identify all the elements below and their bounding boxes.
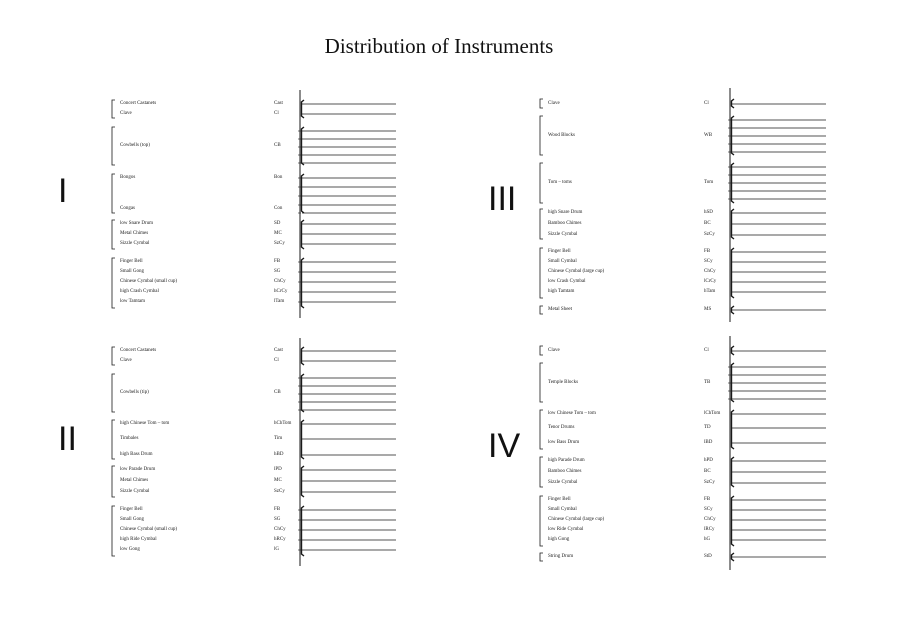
instrument-name: Sizzle Cymbal: [548, 480, 578, 485]
instrument-abbreviation: lG: [274, 547, 279, 552]
group-bracket: [540, 306, 543, 314]
instrument-abbreviation: SG: [274, 517, 281, 522]
group-bracket: [112, 127, 115, 165]
group-bracket: [112, 174, 115, 213]
instrument-abbreviation: WB: [704, 132, 713, 138]
instrument-abbreviation: hSD: [704, 210, 713, 215]
group-bracket: [540, 553, 543, 561]
instrument-abbreviation: Cast: [274, 101, 283, 106]
group-bracket: [540, 496, 543, 546]
instrument-name: Metal Chimes: [120, 478, 149, 483]
instrument-name: Concert Castanets: [120, 101, 157, 106]
instrument-abbreviation: hCrCy: [274, 289, 288, 294]
staff-bracket: [732, 346, 735, 355]
instrument-abbreviation: BC: [704, 221, 711, 226]
group-bracket: [112, 374, 115, 412]
group-bracket: [540, 410, 543, 449]
instrument-name: high Snare Drum: [548, 210, 583, 215]
instrument-abbreviation: BC: [704, 469, 711, 474]
staff-bracket: [732, 496, 735, 546]
instrument-abbreviation: lPD: [274, 467, 282, 472]
instrument-name: low Parade Drum: [120, 467, 156, 472]
staff-bracket: [302, 127, 305, 165]
staff-bracket: [302, 258, 305, 308]
instrument-name: Small Cymbal: [548, 507, 577, 512]
section-numeral: III: [488, 180, 517, 218]
instrument-abbreviation: ChCy: [274, 527, 286, 532]
instrument-abbreviation: Tim: [274, 436, 283, 441]
group-bracket: [540, 163, 543, 203]
group-bracket: [112, 420, 115, 459]
instrument-name: Cowbells (tip): [120, 390, 149, 395]
instrument-abbreviation: SzCy: [704, 480, 715, 485]
instrument-abbreviation: Con: [274, 206, 283, 211]
instrument-name: Clave: [120, 358, 132, 363]
instrument-abbreviation: Tom: [704, 180, 714, 185]
instrument-abbreviation: MS: [704, 307, 712, 312]
instrument-abbreviation: Bon: [274, 175, 283, 180]
group-bracket: [540, 248, 543, 298]
staff-bracket: [302, 174, 305, 213]
section-numeral: II: [58, 420, 77, 458]
section-numeral: I: [58, 172, 68, 210]
instrument-abbreviation: SzCy: [274, 489, 285, 494]
instrument-abbreviation: SzCy: [704, 232, 715, 237]
instrument-name: Chinese Cymbal (small cup): [120, 279, 178, 284]
instrument-abbreviation: hG: [704, 537, 711, 542]
instrument-abbreviation: lCrCy: [704, 279, 717, 284]
group-bracket: [540, 346, 543, 355]
instrument-abbreviation: lTam: [274, 299, 285, 304]
instrument-name: Finger Bell: [548, 249, 571, 254]
staff-bracket: [302, 347, 305, 365]
instrument-abbreviation: ChCy: [704, 269, 716, 274]
staff-bracket: [302, 420, 305, 459]
instrument-name: Metal Chimes: [120, 231, 149, 236]
staff-bracket: [302, 374, 305, 412]
instrument-abbreviation: SzCy: [274, 241, 285, 246]
instrument-name: low Chinese Tom – tom: [548, 411, 596, 416]
instrument-name: Sizzle Cymbal: [120, 489, 150, 494]
group-bracket: [540, 116, 543, 155]
instrument-name: low Ride Cymbal: [548, 527, 584, 532]
instrument-name: Bongos: [120, 175, 136, 180]
instrument-abbreviation: FB: [704, 249, 711, 254]
instrument-name: Sizzle Cymbal: [120, 241, 150, 246]
group-bracket: [112, 220, 115, 249]
group-bracket: [112, 258, 115, 308]
group-bracket: [540, 363, 543, 402]
group-bracket: [112, 347, 115, 365]
instrument-abbreviation: Cl: [704, 347, 709, 353]
instrument-name: Clave: [548, 347, 560, 353]
group-bracket: [112, 506, 115, 556]
instrument-abbreviation: CB: [274, 390, 281, 395]
instrument-name: Chinese Cymbal (small cup): [120, 527, 178, 532]
instrument-name: Bamboo Chimes: [548, 469, 582, 474]
instrument-abbreviation: SG: [274, 269, 281, 274]
instrument-name: Concert Castanets: [120, 348, 157, 353]
instrument-name: Wood Blocks: [548, 132, 575, 138]
instrument-name: high Tamtam: [548, 289, 575, 294]
instrument-name: low Crash Cymbal: [548, 279, 586, 284]
instrument-abbreviation: SD: [274, 221, 281, 226]
instrument-name: Chinese Cymbal (large cup): [548, 517, 605, 522]
instrument-abbreviation: FB: [704, 497, 711, 502]
instrument-name: Bamboo Chimes: [548, 221, 582, 226]
group-bracket: [112, 466, 115, 497]
instrument-name: Clave: [120, 111, 132, 116]
instrument-abbreviation: lRCy: [704, 527, 715, 532]
staff-bracket: [732, 248, 735, 298]
page-title: Distribution of Instruments: [324, 34, 554, 58]
instrument-abbreviation: SCy: [704, 507, 713, 512]
instrument-abbreviation: Cl: [274, 358, 279, 363]
instrument-abbreviation: hChTom: [274, 421, 292, 426]
instrument-abbreviation: FB: [274, 259, 281, 264]
instrument-name: Metal Sheet: [548, 307, 573, 312]
staff-bracket: [732, 116, 735, 155]
instrument-abbreviation: SCy: [704, 259, 713, 264]
instrument-abbreviation: StD: [704, 554, 712, 559]
group-bracket: [112, 100, 115, 118]
instrument-abbreviation: MC: [274, 478, 282, 483]
instrument-abbreviation: Cl: [704, 100, 709, 106]
instrument-name: Cowbells (top): [120, 143, 150, 148]
instrument-abbreviation: lBD: [704, 440, 713, 445]
instrument-abbreviation: TD: [704, 425, 711, 430]
instrument-abbreviation: hPD: [704, 458, 713, 463]
instrument-name: high Chinese Tom – tom: [120, 421, 170, 426]
instrument-name: String Drum: [548, 554, 574, 559]
instrument-name: Tenor Drums: [548, 425, 575, 430]
instrument-name: low Gong: [120, 547, 140, 552]
instrument-abbreviation: Cl: [274, 111, 279, 116]
instrument-abbreviation: Cast: [274, 348, 283, 353]
instrument-abbreviation: CB: [274, 143, 281, 148]
instrument-name: high Gong: [548, 537, 570, 542]
instrument-name: low Tamtam: [120, 299, 145, 304]
staff-bracket: [732, 363, 735, 402]
instrument-name: Temple Blocks: [548, 379, 579, 385]
instrument-name: Finger Bell: [120, 259, 143, 264]
instrument-name: Congas: [120, 206, 135, 211]
staff-bracket: [732, 99, 735, 108]
instrument-abbreviation: hRCy: [274, 537, 286, 542]
section-numeral: IV: [488, 427, 521, 465]
instrument-abbreviation: hTam: [704, 289, 716, 294]
instrument-name: Finger Bell: [548, 497, 571, 502]
instrument-name: low Bass Drum: [548, 440, 580, 445]
instrument-abbreviation: hBD: [274, 452, 284, 457]
instrument-abbreviation: MC: [274, 231, 282, 236]
instrument-name: Timbales: [120, 436, 139, 441]
instrument-abbreviation: lChTom: [704, 411, 721, 416]
instrument-abbreviation: TB: [704, 379, 711, 385]
instrument-name: Clave: [548, 100, 560, 106]
instrument-name: low Snare Drum: [120, 221, 154, 226]
instrument-name: high Parade Drum: [548, 458, 585, 463]
instrument-name: high Crash Cymbal: [120, 289, 159, 294]
instrument-name: Chinese Cymbal (large cup): [548, 269, 605, 274]
staff-bracket: [302, 506, 305, 556]
instrument-name: Tom – toms: [548, 180, 572, 185]
group-bracket: [540, 457, 543, 487]
group-bracket: [540, 99, 543, 108]
instrument-name: Small Cymbal: [548, 259, 577, 264]
instrument-name: Sizzle Cymbal: [548, 232, 578, 237]
instrument-name: Small Gong: [120, 269, 145, 274]
group-bracket: [540, 209, 543, 239]
instrument-abbreviation: ChCy: [274, 279, 286, 284]
instrument-name: Finger Bell: [120, 507, 143, 512]
staff-bracket: [302, 100, 305, 118]
instrument-abbreviation: FB: [274, 507, 281, 512]
instrument-abbreviation: ChCy: [704, 517, 716, 522]
instrument-name: high Bass Drum: [120, 452, 153, 457]
instrument-name: Small Gong: [120, 517, 145, 522]
instrument-name: high Ride Cymbal: [120, 537, 157, 542]
